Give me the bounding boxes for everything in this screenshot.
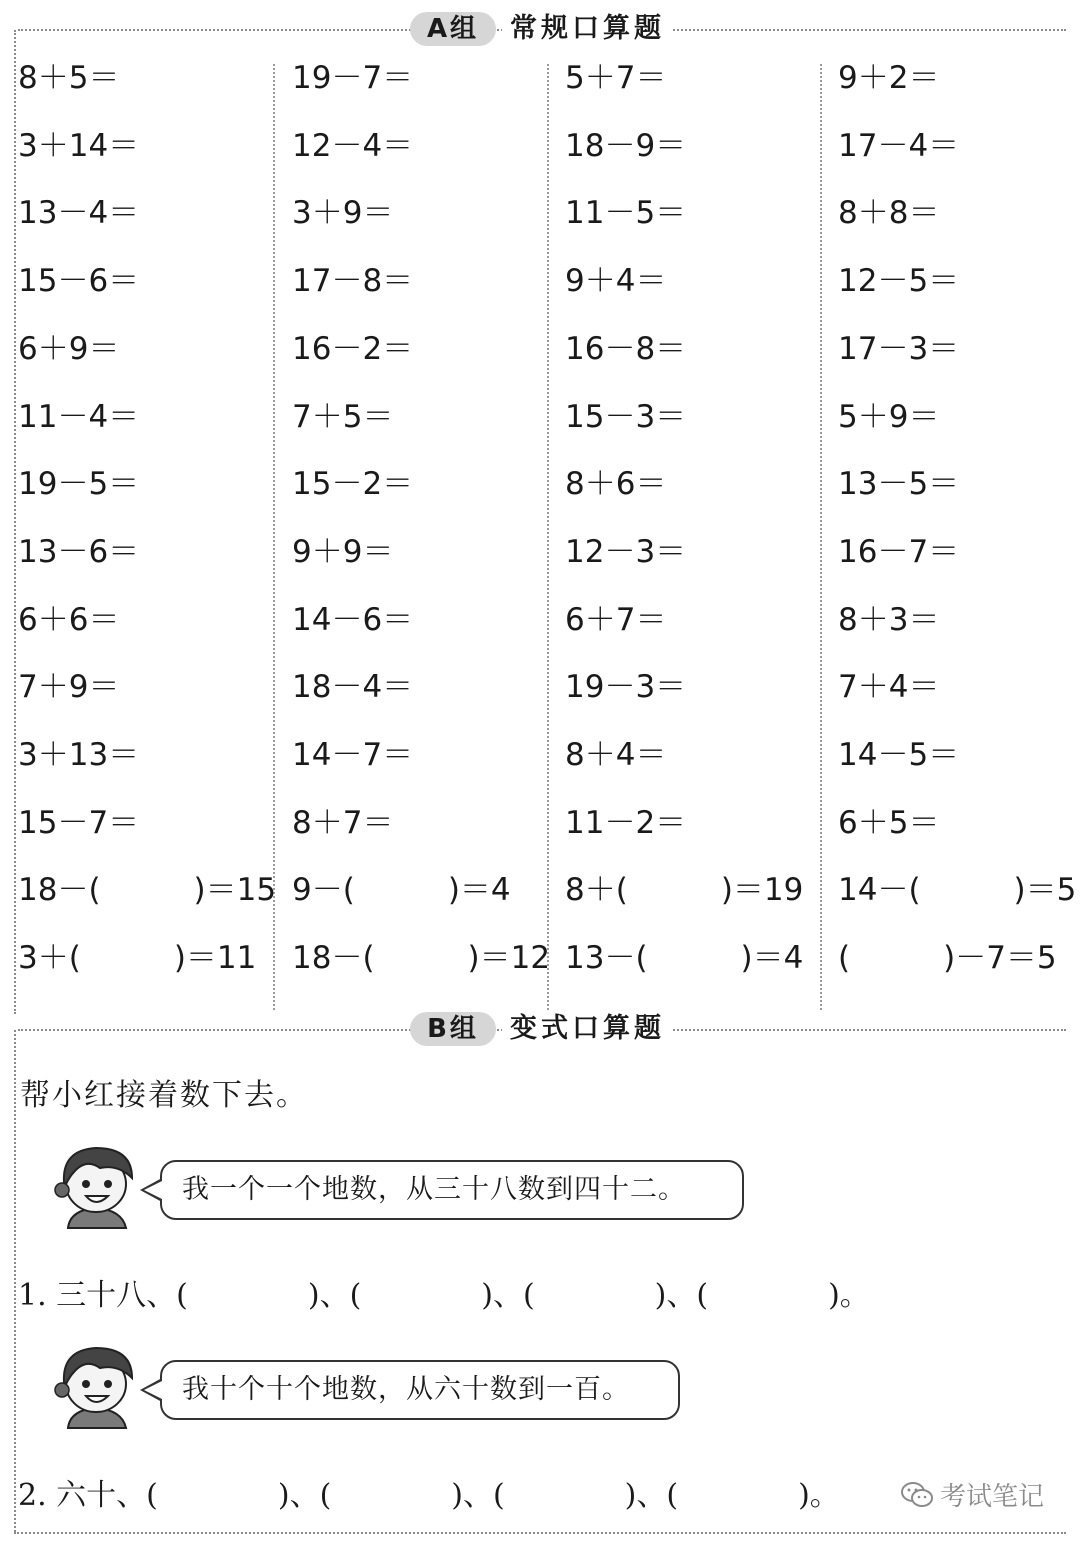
problem-item: 7＋5＝	[292, 399, 394, 435]
problem-item: 18－4＝	[292, 669, 414, 705]
problem-item: 12－3＝	[565, 534, 687, 570]
problem-item: 8＋( )＝19	[565, 872, 804, 908]
problem-item: 9＋9＝	[292, 534, 394, 570]
column-divider	[273, 64, 275, 1010]
problem-item: 6＋5＝	[838, 805, 940, 841]
problem-item: 16－8＝	[565, 331, 687, 367]
problem-item: 3＋( )＝11	[18, 940, 257, 976]
problem-item: 11－2＝	[565, 805, 687, 841]
problem-item: 5＋9＝	[838, 399, 940, 435]
group-b-label: B组	[410, 1012, 496, 1046]
problem-item: 14－5＝	[838, 737, 960, 773]
problem-item: 16－7＝	[838, 534, 960, 570]
problem-item: 6＋7＝	[565, 602, 667, 638]
problem-item: 6＋9＝	[18, 331, 120, 367]
problem-item: 18－9＝	[565, 128, 687, 164]
problem-item: 3＋9＝	[292, 195, 394, 231]
wechat-icon	[900, 1480, 934, 1510]
speech-bubble	[160, 1360, 680, 1420]
problem-item: 13－5＝	[838, 466, 960, 502]
problem-item: 14－6＝	[292, 602, 414, 638]
problem-item: 5＋7＝	[565, 60, 667, 96]
problem-item: 16－2＝	[292, 331, 414, 367]
counting-question-2: 2. 六十、( )、( )、( )、( )。	[18, 1478, 840, 1513]
girl-avatar-icon	[48, 1138, 144, 1234]
problem-item: 19－7＝	[292, 60, 414, 96]
group-a-label: A组	[410, 12, 496, 46]
problem-item: 13－4＝	[18, 195, 140, 231]
problem-item: 9＋4＝	[565, 263, 667, 299]
problem-item: 15－7＝	[18, 805, 140, 841]
problem-item: 9＋2＝	[838, 60, 940, 96]
problem-item: 13－( )＝4	[565, 940, 804, 976]
problem-item: 8＋3＝	[838, 602, 940, 638]
girl-avatar-icon	[48, 1338, 144, 1434]
problem-item: 8＋5＝	[18, 60, 120, 96]
section-a-header	[0, 8, 1080, 52]
problem-item: 8＋6＝	[565, 466, 667, 502]
problem-item: 12－5＝	[838, 263, 960, 299]
problem-item: 18－( )＝15	[18, 872, 277, 908]
section-b	[0, 1010, 1080, 1544]
bubble-text: 我一个一个地数，从三十八数到四十二。	[182, 1174, 686, 1205]
section-b-left-border	[14, 1030, 16, 1532]
problem-item: 8＋7＝	[292, 805, 394, 841]
problem-item: 14－7＝	[292, 737, 414, 773]
problem-item: 11－4＝	[18, 399, 140, 435]
instruction-text: 帮小红接着数下去。	[20, 1078, 308, 1113]
problem-item: 7＋9＝	[18, 669, 120, 705]
section-b-title: 变式口算题	[502, 1010, 673, 1048]
section-a-title: 常规口算题	[502, 10, 673, 48]
problem-item: 15－6＝	[18, 263, 140, 299]
problem-item: 12－4＝	[292, 128, 414, 164]
bottom-divider	[14, 1532, 1066, 1534]
problem-item: 7＋4＝	[838, 669, 940, 705]
problem-item: 15－3＝	[565, 399, 687, 435]
problem-item: 6＋6＝	[18, 602, 120, 638]
problem-item: 19－5＝	[18, 466, 140, 502]
problem-item: 13－6＝	[18, 534, 140, 570]
watermark	[900, 1476, 1044, 1513]
problem-item: 18－( )＝12	[292, 940, 551, 976]
problem-item: 17－4＝	[838, 128, 960, 164]
speech-bubble	[160, 1160, 744, 1220]
problem-item: 9－( )＝4	[292, 872, 511, 908]
section-b-header	[0, 1008, 1080, 1052]
problem-item: ( )－7＝5	[838, 940, 1057, 976]
column-divider	[547, 64, 549, 1010]
problem-item: 8＋8＝	[838, 195, 940, 231]
problem-item: 17－8＝	[292, 263, 414, 299]
problem-item: 8＋4＝	[565, 737, 667, 773]
problem-item: 19－3＝	[565, 669, 687, 705]
problem-item: 3＋14＝	[18, 128, 140, 164]
bubble-text: 我十个十个地数，从六十数到一百。	[182, 1374, 630, 1405]
problem-item: 15－2＝	[292, 466, 414, 502]
column-divider	[820, 64, 822, 1010]
problem-item: 17－3＝	[838, 331, 960, 367]
counting-question-1: 1. 三十八、( )、( )、( )、( )。	[18, 1278, 870, 1313]
problem-item: 3＋13＝	[18, 737, 140, 773]
section-a-left-border	[14, 30, 16, 1014]
watermark-text: 考试笔记	[939, 1482, 1044, 1512]
problem-item: 11－5＝	[565, 195, 687, 231]
problem-item: 14－( )＝5	[838, 872, 1077, 908]
